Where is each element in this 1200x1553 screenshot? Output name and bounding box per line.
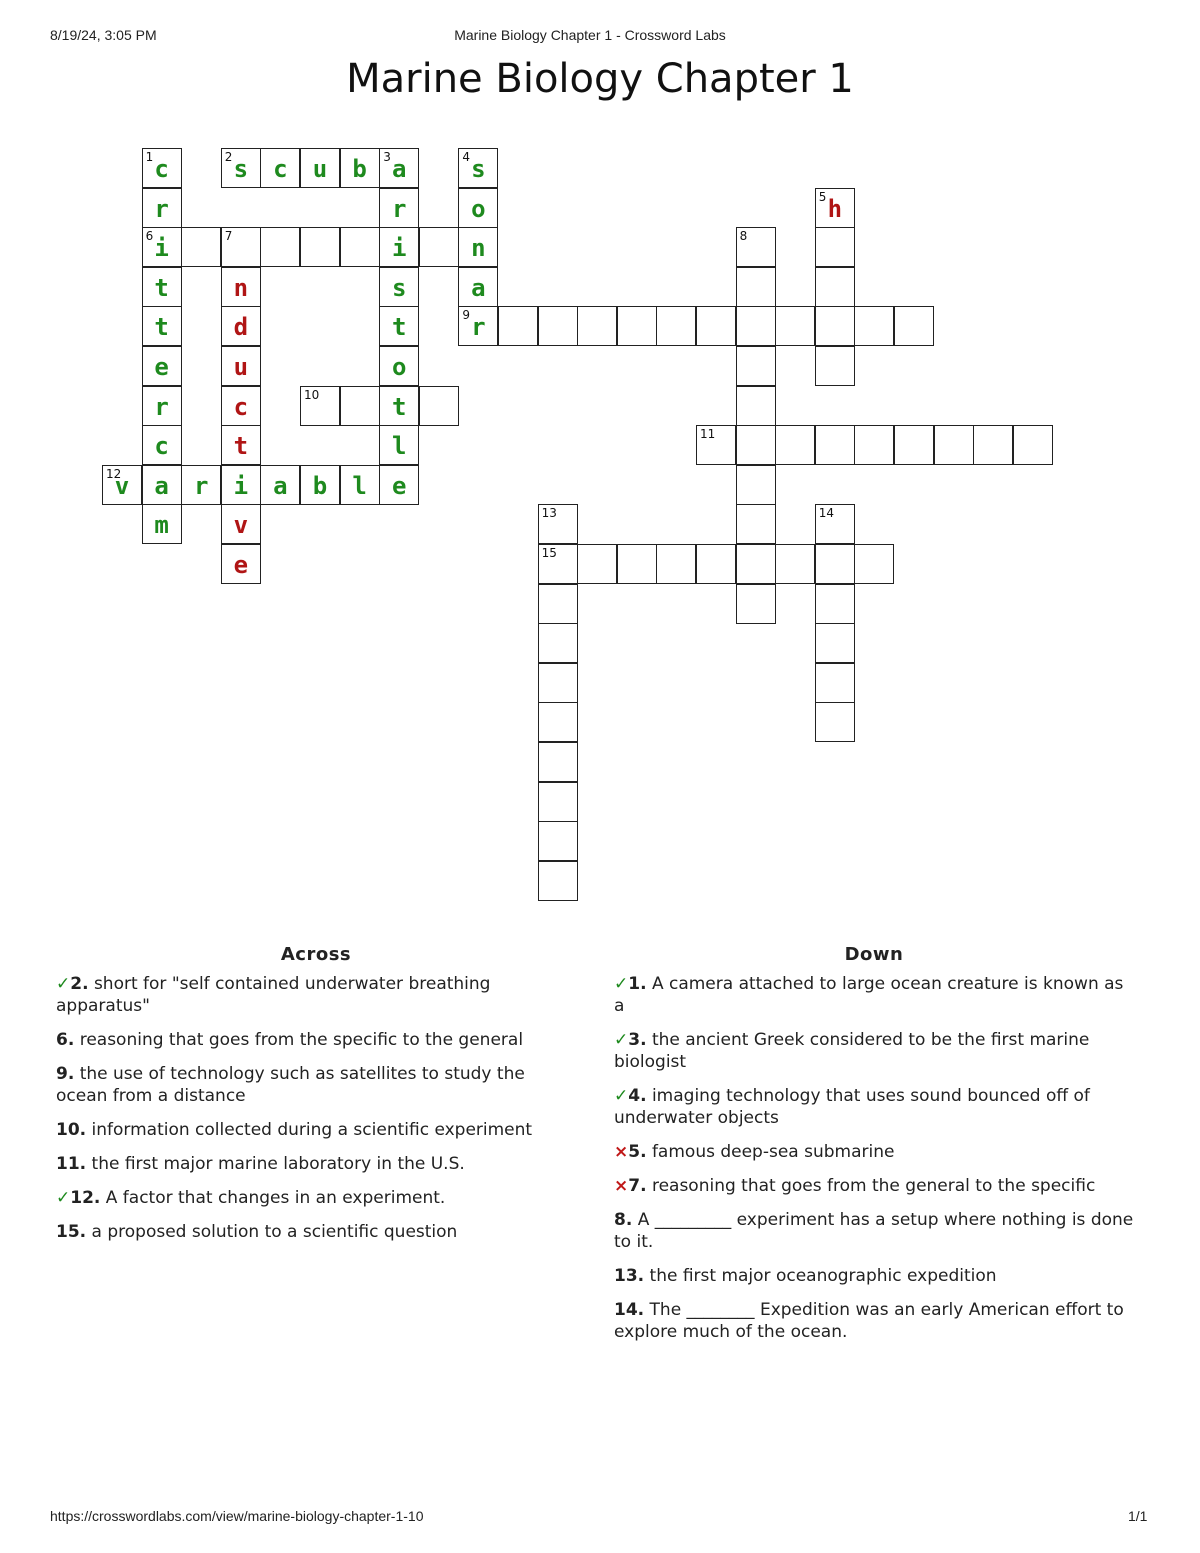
- grid-cell[interactable]: [736, 544, 776, 584]
- grid-cell[interactable]: [696, 425, 736, 465]
- grid-cell[interactable]: [379, 267, 419, 307]
- grid-cell[interactable]: [221, 148, 261, 188]
- cell-letter: s: [233, 155, 249, 183]
- cell-letter: e: [154, 353, 169, 381]
- grid-cell[interactable]: [894, 425, 934, 465]
- clue-text: a proposed solution to a scientific question: [86, 1222, 458, 1242]
- clue-number: 8: [739, 229, 748, 244]
- grid-cell[interactable]: [221, 425, 261, 465]
- down-clues: [614, 944, 1134, 1355]
- down-clue[interactable]: [614, 1209, 1134, 1253]
- grid-cell[interactable]: [815, 346, 855, 386]
- clue-number: 10: [304, 387, 320, 402]
- cell-letter: h: [827, 194, 843, 223]
- grid-cell[interactable]: [340, 148, 380, 188]
- clue-number: 6.: [56, 1030, 75, 1050]
- clue-number: 12: [106, 466, 122, 481]
- grid-cell[interactable]: [854, 425, 894, 465]
- clue-text: The ________ Expedition was an early American effort to explore much of the ocean.: [614, 1300, 1124, 1342]
- cell-letter: r: [193, 471, 209, 500]
- cell-letter: r: [391, 194, 407, 223]
- grid-cell[interactable]: [340, 227, 380, 267]
- cell-letter: s: [471, 155, 486, 183]
- grid-cell[interactable]: [221, 306, 261, 346]
- cross-icon: ×: [614, 1176, 629, 1196]
- grid-cell[interactable]: [260, 148, 300, 188]
- across-heading: Across: [280, 944, 352, 965]
- grid-cell[interactable]: [815, 227, 855, 267]
- grid-cell[interactable]: [538, 504, 578, 544]
- grid-cell[interactable]: [142, 386, 182, 426]
- grid-cell[interactable]: [142, 188, 182, 228]
- grid-cell[interactable]: [260, 227, 300, 267]
- grid-cell[interactable]: [696, 544, 736, 584]
- across-clue[interactable]: [56, 973, 576, 1017]
- grid-cell[interactable]: [379, 227, 419, 267]
- grid-cell[interactable]: [538, 821, 578, 861]
- checkmark-icon: ✓: [614, 1086, 629, 1106]
- grid-cell[interactable]: [538, 623, 578, 663]
- grid-cell[interactable]: [538, 742, 578, 782]
- clue-number: 11: [700, 427, 716, 442]
- grid-cell[interactable]: [340, 386, 380, 426]
- grid-cell[interactable]: [736, 465, 776, 505]
- cell-letter: d: [233, 313, 249, 342]
- print-datetime: 8/19/24, 3:05 PM: [50, 27, 157, 43]
- grid-cell[interactable]: [538, 306, 578, 346]
- cell-letter: n: [233, 273, 249, 302]
- grid-cell[interactable]: [300, 465, 340, 505]
- cell-letter: c: [273, 155, 288, 183]
- cell-letter: m: [154, 511, 169, 540]
- cell-letter: u: [233, 353, 249, 381]
- grid-cell[interactable]: [815, 306, 855, 346]
- grid-cell[interactable]: [458, 227, 498, 267]
- grid-cell[interactable]: [656, 544, 696, 584]
- grid-cell[interactable]: [379, 346, 419, 386]
- grid-cell[interactable]: [973, 425, 1013, 465]
- grid-cell[interactable]: [934, 425, 974, 465]
- grid-cell[interactable]: [419, 386, 459, 426]
- grid-cell[interactable]: [379, 148, 419, 188]
- grid-cell[interactable]: [815, 702, 855, 742]
- grid-cell[interactable]: [736, 584, 776, 624]
- clue-text: A _________ experiment has a setup where nothing is done to it.: [614, 1210, 1134, 1252]
- checkmark-icon: ✓: [614, 974, 629, 994]
- down-clue[interactable]: [614, 1299, 1134, 1343]
- grid-cell[interactable]: [538, 584, 578, 624]
- grid-cell[interactable]: [221, 544, 261, 584]
- cell-letter: i: [154, 234, 169, 263]
- print-doc-title: Marine Biology Chapter 1 - Crossword Labs: [454, 27, 726, 43]
- clue-number: 2: [224, 150, 233, 164]
- clue-number: 6: [145, 229, 154, 244]
- clue-number: 9: [462, 308, 471, 323]
- clue-number: 9.: [56, 1064, 75, 1084]
- clue-number: 13.: [614, 1266, 645, 1286]
- across-clue[interactable]: [56, 1119, 576, 1141]
- grid-cell[interactable]: [736, 227, 776, 267]
- grid-cell[interactable]: [736, 386, 776, 426]
- grid-cell[interactable]: [617, 544, 657, 584]
- down-clue[interactable]: [614, 973, 1134, 1017]
- clue-number: 4.: [628, 1086, 647, 1106]
- across-clues: [56, 944, 576, 1255]
- grid-cell[interactable]: [142, 306, 182, 346]
- cell-letter: e: [233, 551, 249, 579]
- grid-cell[interactable]: [577, 544, 617, 584]
- grid-cell[interactable]: [142, 346, 182, 386]
- grid-cell[interactable]: [221, 267, 261, 307]
- grid-cell[interactable]: [894, 306, 934, 346]
- clue-text: the ancient Greek considered to be the first marine biologist: [614, 1030, 1090, 1072]
- cell-letter: n: [471, 234, 486, 263]
- across-clue[interactable]: [56, 1187, 576, 1209]
- down-clue[interactable]: [614, 1141, 1134, 1163]
- clue-text: short for "self contained underwater breathing apparatus": [56, 974, 491, 1016]
- grid-cell[interactable]: [260, 465, 300, 505]
- cell-letter: l: [352, 471, 367, 500]
- grid-cell[interactable]: [221, 504, 261, 544]
- grid-cell[interactable]: [300, 227, 340, 267]
- clue-text: famous deep-sea submarine: [646, 1142, 895, 1162]
- grid-cell[interactable]: [815, 504, 855, 544]
- grid-cell[interactable]: [736, 306, 776, 346]
- grid-cell[interactable]: [458, 267, 498, 307]
- checkmark-icon: ✓: [56, 1188, 71, 1208]
- print-page-number: 1/1: [1128, 1508, 1148, 1524]
- clue-number: 7: [224, 229, 233, 244]
- cell-letter: c: [154, 155, 169, 183]
- grid-cell[interactable]: [300, 386, 340, 426]
- clue-number: 15.: [56, 1222, 87, 1242]
- clue-number: 5: [818, 189, 827, 204]
- across-clue[interactable]: [56, 1029, 576, 1051]
- grid-cell[interactable]: [181, 227, 221, 267]
- grid-cell[interactable]: [775, 544, 815, 584]
- cell-letter: t: [233, 432, 249, 461]
- grid-cell[interactable]: [379, 188, 419, 228]
- grid-cell[interactable]: [1013, 425, 1053, 465]
- grid-cell[interactable]: [696, 306, 736, 346]
- grid-cell[interactable]: [854, 544, 894, 584]
- checkmark-icon: ✓: [56, 974, 71, 994]
- clue-text: the first major marine laboratory in the U.S.: [86, 1154, 465, 1174]
- clue-text: information collected during a scientific experiment: [86, 1120, 533, 1140]
- cell-letter: i: [391, 234, 407, 263]
- clue-number: 5.: [628, 1142, 647, 1162]
- grid-cell[interactable]: [538, 663, 578, 703]
- grid-cell[interactable]: [458, 306, 498, 346]
- cell-letter: v: [233, 511, 249, 540]
- grid-cell[interactable]: [736, 504, 776, 544]
- clue-number: 12.: [70, 1188, 101, 1208]
- grid-cell[interactable]: [419, 227, 459, 267]
- cell-letter: r: [154, 392, 169, 421]
- clue-number: 1.: [628, 974, 647, 994]
- grid-cell[interactable]: [538, 702, 578, 742]
- clue-text: reasoning that goes from the specific to the general: [74, 1030, 524, 1050]
- cross-icon: ×: [614, 1142, 629, 1162]
- cell-letter: t: [154, 273, 169, 302]
- grid-cell[interactable]: [379, 386, 419, 426]
- clue-number: 10.: [56, 1120, 87, 1140]
- grid-cell[interactable]: [815, 544, 855, 584]
- clue-number: 13: [541, 506, 557, 521]
- cell-letter: c: [154, 432, 169, 461]
- clue-number: 3: [383, 150, 391, 164]
- grid-cell[interactable]: [142, 227, 182, 267]
- clue-number: 3.: [628, 1030, 647, 1050]
- across-clue[interactable]: [56, 1153, 576, 1175]
- clue-text: A factor that changes in an experiment.: [100, 1188, 446, 1208]
- across-clue[interactable]: [56, 1063, 576, 1107]
- grid-cell[interactable]: [538, 782, 578, 822]
- cell-letter: e: [391, 471, 407, 500]
- page-title: Marine Biology Chapter 1: [346, 56, 854, 102]
- cell-letter: s: [391, 273, 407, 302]
- clue-text: reasoning that goes from the general to the specific: [646, 1176, 1096, 1196]
- grid-cell[interactable]: [736, 346, 776, 386]
- grid-cell[interactable]: [181, 465, 221, 505]
- grid-cell[interactable]: [854, 306, 894, 346]
- grid-cell[interactable]: [142, 465, 182, 505]
- grid-cell[interactable]: [775, 425, 815, 465]
- grid-cell[interactable]: [815, 188, 855, 228]
- cell-letter: t: [391, 313, 407, 342]
- clue-number: 14: [818, 506, 835, 521]
- cell-letter: a: [391, 155, 407, 183]
- cell-letter: a: [154, 471, 169, 500]
- clue-text: imaging technology that uses sound bounced off of underwater objects: [614, 1086, 1090, 1128]
- clue-number: 15: [541, 546, 557, 560]
- cell-letter: c: [233, 392, 249, 421]
- grid-cell[interactable]: [142, 425, 182, 465]
- grid-cell[interactable]: [458, 148, 498, 188]
- down-clue[interactable]: [614, 1029, 1134, 1073]
- grid-cell[interactable]: [221, 386, 261, 426]
- grid-cell[interactable]: [617, 306, 657, 346]
- clue-number: 8.: [614, 1210, 633, 1230]
- cell-letter: a: [471, 273, 486, 302]
- grid-cell[interactable]: [300, 148, 340, 188]
- down-clue[interactable]: [614, 1265, 1134, 1287]
- grid-cell[interactable]: [379, 425, 419, 465]
- print-url: https://crosswordlabs.com/view/marine-biology-chapter-1-10: [50, 1508, 424, 1524]
- grid-cell[interactable]: [815, 623, 855, 663]
- checkmark-icon: ✓: [614, 1030, 629, 1050]
- grid-cell[interactable]: [458, 188, 498, 228]
- across-clue[interactable]: [56, 1221, 576, 1243]
- grid-cell[interactable]: [142, 504, 182, 544]
- grid-cell[interactable]: [340, 465, 380, 505]
- clue-text: A camera attached to large ocean creature is known as a: [614, 974, 1124, 1016]
- cell-letter: o: [391, 353, 407, 381]
- grid-cell[interactable]: [379, 306, 419, 346]
- clue-text: the use of technology such as satellites to study the ocean from a distance: [56, 1064, 525, 1106]
- down-heading: Down: [844, 944, 904, 965]
- grid-cell[interactable]: [815, 663, 855, 703]
- grid-cell[interactable]: [221, 227, 261, 267]
- grid-cell[interactable]: [736, 425, 776, 465]
- grid-cell[interactable]: [538, 861, 578, 901]
- grid-cell[interactable]: [102, 465, 142, 505]
- cell-letter: b: [312, 471, 328, 500]
- grid-cell[interactable]: [577, 306, 617, 346]
- cell-letter: l: [391, 432, 407, 461]
- grid-cell[interactable]: [656, 306, 696, 346]
- grid-cell[interactable]: [498, 306, 538, 346]
- down-clue[interactable]: [614, 1085, 1134, 1129]
- grid-cell[interactable]: [775, 306, 815, 346]
- grid-cell[interactable]: [538, 544, 578, 584]
- clue-number: 1: [145, 150, 154, 164]
- grid-cell[interactable]: [142, 148, 182, 188]
- clue-number: 11.: [56, 1154, 87, 1174]
- grid-cell[interactable]: [221, 346, 261, 386]
- cell-letter: i: [233, 471, 249, 500]
- grid-cell[interactable]: [221, 465, 261, 505]
- cell-letter: t: [154, 313, 169, 342]
- cell-letter: v: [114, 471, 130, 500]
- grid-cell[interactable]: [142, 267, 182, 307]
- clue-number: 14.: [614, 1300, 645, 1320]
- clue-number: 7.: [628, 1176, 647, 1196]
- down-clue[interactable]: [614, 1175, 1134, 1197]
- cell-letter: r: [154, 194, 169, 223]
- cell-letter: o: [471, 194, 486, 223]
- cell-letter: u: [312, 155, 328, 183]
- grid-cell[interactable]: [815, 267, 855, 307]
- grid-cell[interactable]: [736, 267, 776, 307]
- cell-letter: a: [273, 471, 288, 500]
- grid-cell[interactable]: [379, 465, 419, 505]
- clue-number: 2.: [70, 974, 89, 994]
- cell-letter: t: [391, 392, 407, 421]
- clue-text: the first major oceanographic expedition: [644, 1266, 997, 1286]
- grid-cell[interactable]: [815, 425, 855, 465]
- cell-letter: b: [352, 155, 367, 183]
- clue-number: 4: [462, 150, 471, 164]
- cell-letter: r: [471, 313, 486, 342]
- grid-cell[interactable]: [815, 584, 855, 624]
